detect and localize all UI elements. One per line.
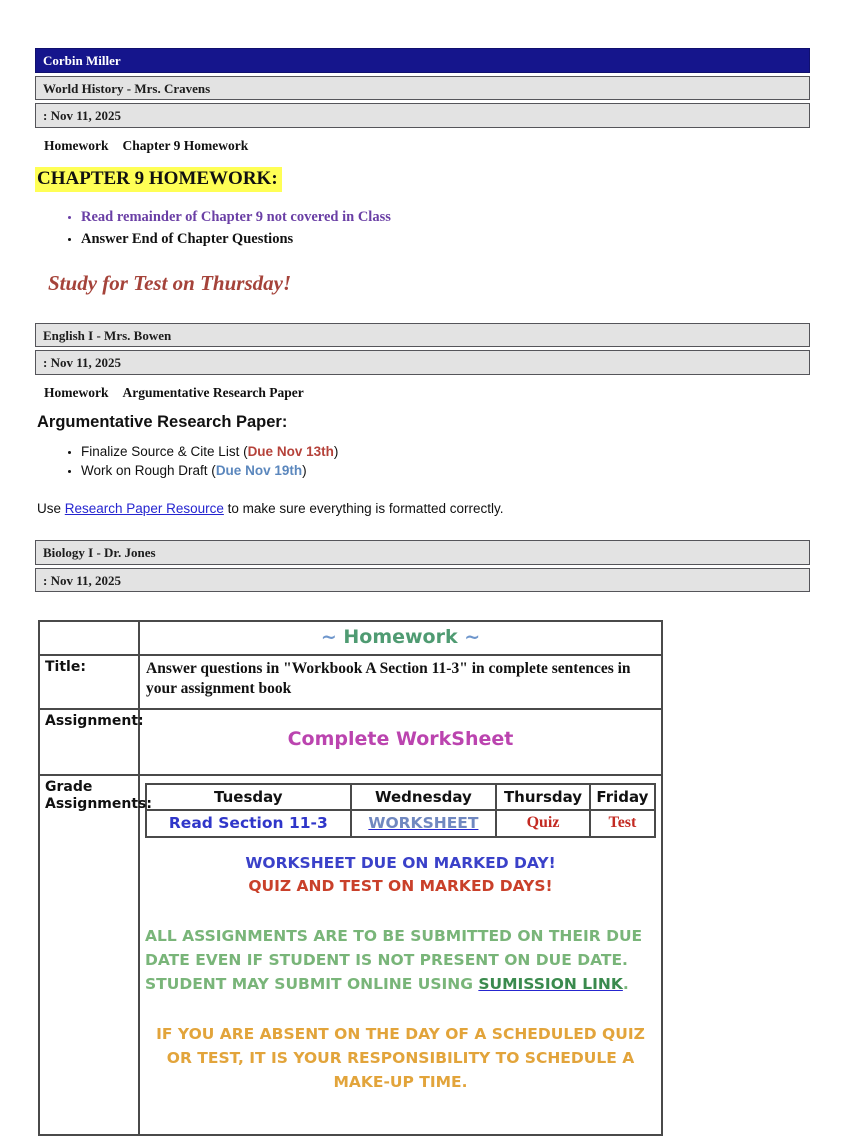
task-finalize-sources: • Finalize Source & Cite List (Due Nov 13th) (81, 442, 810, 462)
table-row (39, 709, 662, 775)
class-header-label: Biology I - Dr. Jones (43, 545, 156, 561)
absence-policy-note: IF YOU ARE ABSENT ON THE DAY OF A SCHEDULED QUIZ OR TEST, IT IS YOUR RESPONSIBILITY TO SCHEDULE A MAKE-UP TIME. (156, 1025, 645, 1092)
day-header-wednesday: Wednesday (351, 784, 497, 810)
class-header-label: English I - Mrs. Bowen (43, 327, 172, 343)
table-row (39, 655, 662, 708)
tilde-left: ~ (320, 626, 344, 649)
date-bar-world-history (35, 103, 810, 128)
grade-assignments-label: Grade Assignments: (39, 775, 139, 1136)
submission-policy-note: ALL ASSIGNMENTS ARE TO BE SUBMITTED ON THEIR DUE DATE EVEN IF STUDENT IS NOT PRESENT ON DUE DATE. STUDENT MAY SUBMIT ONLINE USING SUMISSION LINK. (145, 927, 643, 994)
class-header-english (35, 323, 810, 348)
assignment-row-label: Assignment: (39, 709, 139, 775)
tuesday-assignment-cell (146, 810, 351, 837)
day-header-tuesday: Tuesday (146, 784, 351, 810)
section-world-history (35, 48, 810, 296)
resource-note: Use Research Paper Resource to make sure everything is formatted correctly. (37, 501, 504, 517)
chapter-9-heading: CHAPTER 9 HOMEWORK: (35, 167, 282, 192)
world-history-task-list (35, 206, 810, 251)
tilde-right: ~ (457, 626, 481, 649)
homework-word: Homework (343, 626, 458, 649)
title-row-label: Title: (39, 655, 139, 708)
date-bar-english (35, 350, 810, 375)
biology-homework-table (38, 620, 663, 1136)
homework-entry-line (44, 385, 810, 401)
task-read-chapter-9: • Read remainder of Chapter 9 not covered in Class (81, 206, 810, 228)
quiz-label: Quiz (526, 814, 560, 831)
student-name-bar (35, 48, 810, 73)
day-header-friday: Friday (590, 784, 655, 810)
research-paper-heading: Argumentative Research Paper: (37, 412, 288, 431)
thursday-assignment-cell (496, 810, 590, 837)
section-biology (35, 540, 810, 1136)
study-for-test-note: Study for Test on Thursday! (48, 270, 292, 295)
table-row (39, 775, 662, 1136)
week-schedule-table (145, 783, 656, 838)
homework-item-title: Argumentative Research Paper (122, 384, 304, 400)
section-english (35, 323, 810, 516)
student-name: Corbin Miller (43, 53, 121, 68)
day-header-thursday: Thursday (496, 784, 590, 810)
due-date-nov-13: Due Nov 13th (247, 443, 334, 459)
homework-table-title (139, 621, 662, 655)
assignment-row-value: Complete WorkSheet (139, 709, 662, 775)
test-label: Test (608, 814, 637, 831)
worksheet-due-notice: WORKSHEET DUE ON MARKED DAY! (245, 853, 556, 872)
english-task-list (35, 442, 810, 481)
date-label: : Nov 11, 2025 (43, 355, 121, 371)
read-section-task: Read Section 11-3 (168, 813, 328, 832)
homework-category-label: Homework (44, 137, 109, 153)
task-answer-questions: • Answer End of Chapter Questions (81, 228, 810, 250)
worksheet-link[interactable]: WORKSHEET (368, 813, 479, 832)
class-header-biology (35, 540, 810, 565)
homework-entry-line (44, 138, 810, 154)
date-label: : Nov 11, 2025 (43, 108, 121, 124)
title-row-value: Answer questions in "Workbook A Section 11-3" in complete sentences in your assignment book (139, 655, 662, 708)
date-label: : Nov 11, 2025 (43, 572, 121, 588)
table-row (146, 810, 655, 837)
empty-corner-cell (39, 621, 139, 655)
class-header-label: World History - Mrs. Cravens (43, 80, 211, 96)
due-date-nov-19: Due Nov 19th (215, 463, 303, 479)
wednesday-assignment-cell (351, 810, 497, 837)
quiz-test-notice: QUIZ AND TEST ON MARKED DAYS! (248, 876, 553, 895)
research-paper-resource-link[interactable]: Research Paper Resource (64, 501, 224, 517)
class-header-world-history (35, 76, 810, 101)
date-bar-biology (35, 568, 810, 593)
table-row (39, 621, 662, 655)
grade-assignments-cell (139, 775, 662, 1136)
friday-assignment-cell (590, 810, 655, 837)
homework-category-label: Homework (44, 384, 109, 400)
homework-item-title: Chapter 9 Homework (122, 137, 249, 153)
submission-link[interactable]: SUMISSION LINK (478, 975, 623, 994)
task-rough-draft: • Work on Rough Draft (Due Nov 19th) (81, 461, 810, 481)
table-row (146, 784, 655, 810)
